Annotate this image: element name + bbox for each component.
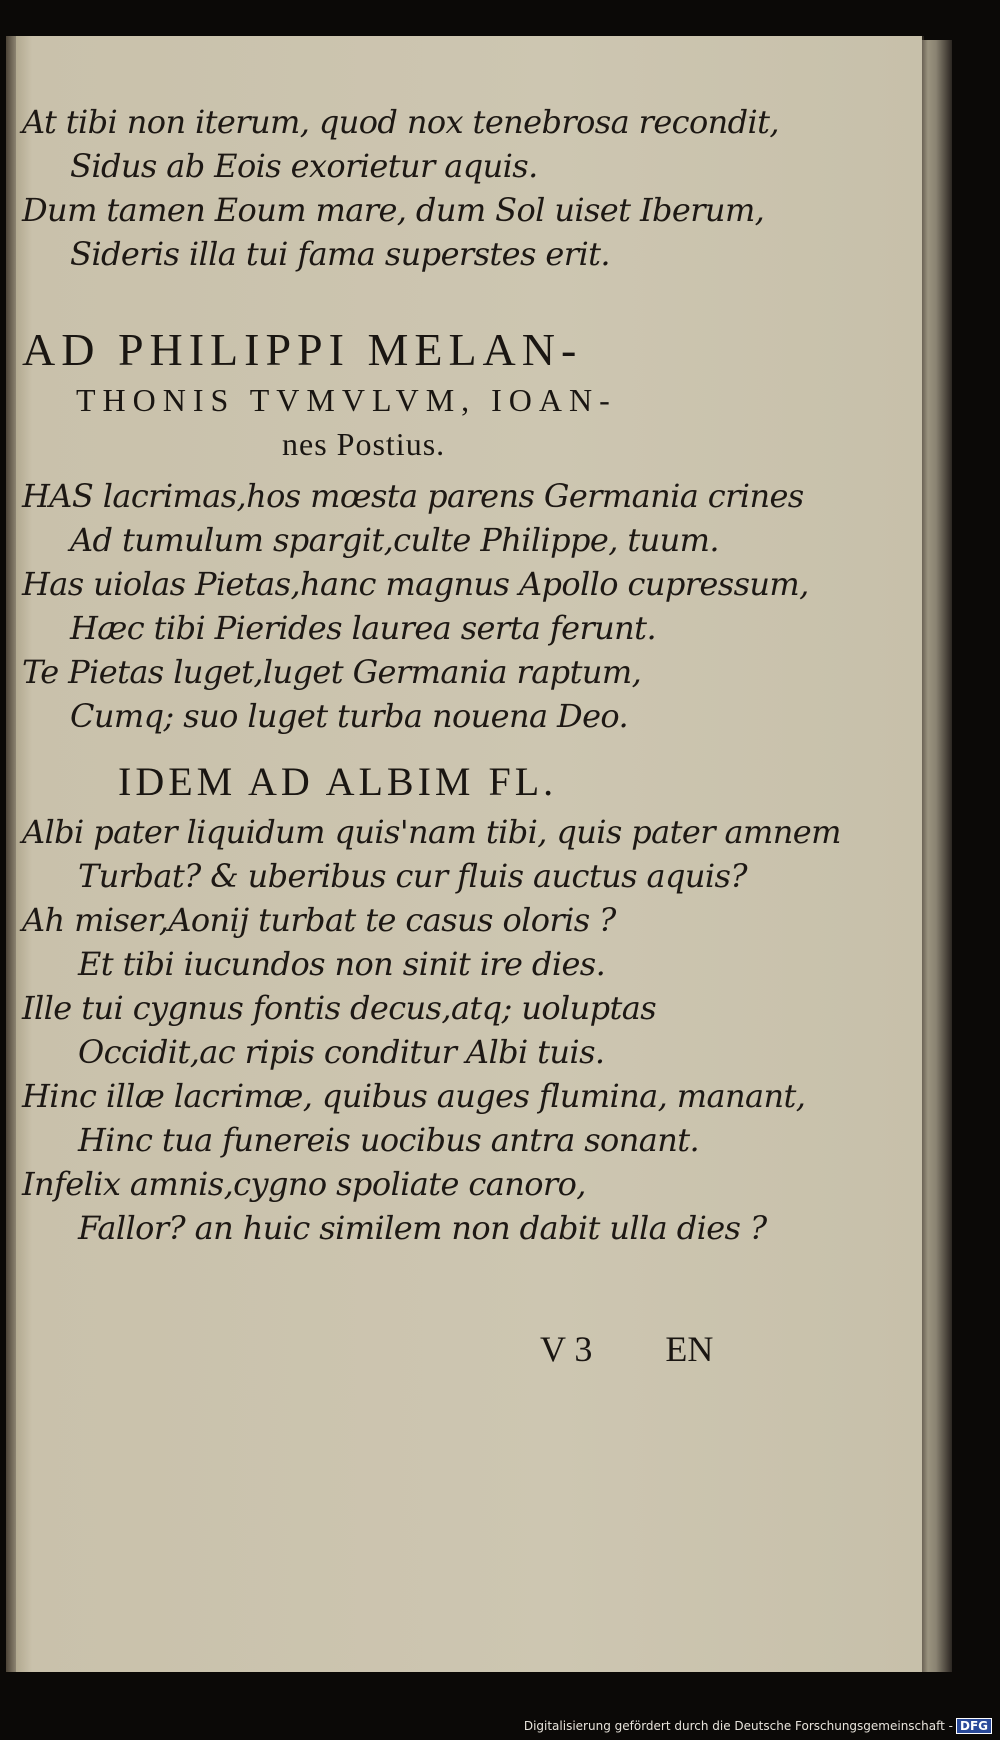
verse-line: Occidit,ac ripis conditur Albi tuis. [78, 1033, 605, 1071]
catchword: EN [665, 1329, 714, 1369]
verse-line: Infelix amnis,cygno spoliate canoro, [22, 1165, 586, 1203]
heading-title-line2: THONIS TVMVLVM, IOAN- [76, 382, 617, 418]
verse-line: Ah miser,Aonij turbat te casus oloris ? [22, 901, 616, 939]
verse-line: Turbat? & uberibus cur fluis auctus aquis? [78, 857, 747, 895]
page-edge [922, 40, 952, 1672]
verse-line: Fallor? an huic similem non dabit ulla dies ? [78, 1209, 767, 1247]
verse-line: Dum tamen Eoum mare, dum Sol uiset Iberum, [22, 191, 765, 229]
digitization-footer [524, 1718, 992, 1734]
verse-line: Cumq; suo luget turba nouena Deo. [70, 697, 629, 735]
verse-line: Ille tui cygnus fontis decus,atq; uoluptas [22, 989, 657, 1027]
verse-line: Sidus ab Eois exorietur aquis. [70, 147, 538, 185]
verse-line: Albi pater liquidum quis'nam tibi, quis pater amnem [22, 813, 841, 851]
verse-line: Hæc tibi Pierides laurea serta ferunt. [70, 609, 657, 647]
signature-line [540, 1328, 840, 1370]
verse-line: Has uiolas Pietas,hanc magnus Apollo cupressum, [22, 565, 809, 603]
verse-line: Et tibi iucundos non sinit ire dies. [78, 945, 606, 983]
footer-text: Digitalisierung gefördert durch die Deutsche Forschungsgemeinschaft - [523, 1719, 953, 1733]
verse-line: Te Pietas luget,luget Germania raptum, [22, 653, 642, 691]
heading-title-line1: AD PHILIPPI MELAN- [22, 324, 583, 375]
dfg-logo: DFG [956, 1718, 992, 1734]
verse-line: Hinc illæ lacrimæ, quibus auges flumina, manant, [22, 1077, 806, 1115]
verse-line: Hinc tua funereis uocibus antra sonant. [78, 1121, 700, 1159]
section-heading: IDEM AD ALBIM FL. [118, 759, 558, 804]
verse-line: HAS lacrimas,hos mœsta parens Germania crines [22, 477, 804, 515]
verse-line: Sideris illa tui fama superstes erit. [70, 235, 610, 273]
verse-line: At tibi non iterum, quod nox tenebrosa recondit, [22, 103, 779, 141]
signature-mark: V 3 [540, 1329, 593, 1369]
verse-line: Ad tumulum spargit,culte Philippe, tuum. [70, 521, 720, 559]
heading-title-line3: nes Postius. [282, 426, 446, 462]
page-text [22, 100, 922, 1250]
